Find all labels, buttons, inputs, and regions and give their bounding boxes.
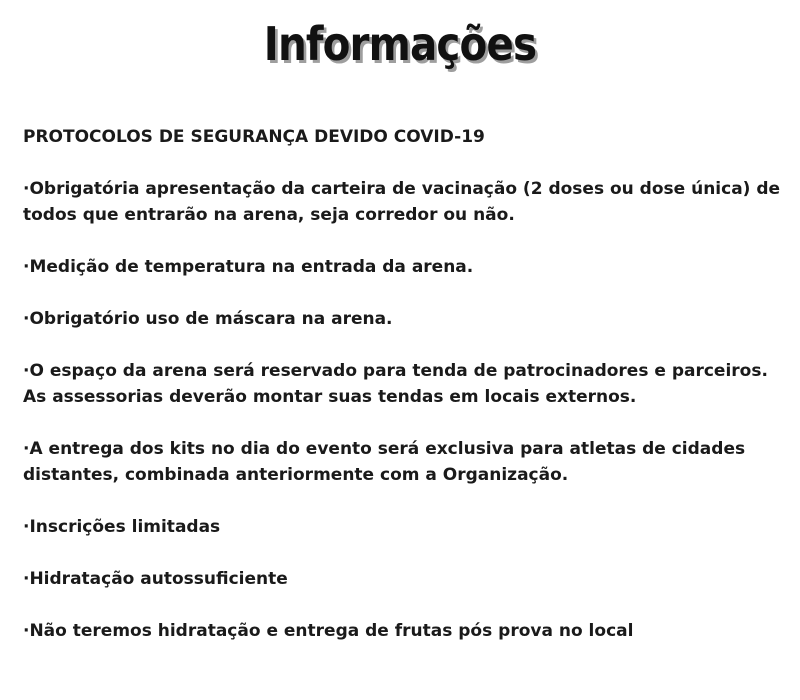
protocols-section <box>23 124 783 670</box>
page-title: Informações <box>263 17 537 71</box>
protocol-item-mask: ·Obrigatório uso de máscara na arena. <box>23 309 393 329</box>
section-title: PROTOCOLOS DE SEGURANÇA DEVIDO COVID-19 <box>23 127 485 147</box>
protocol-item-self-hydration: ·Hidratação autossuficiente <box>23 569 288 589</box>
protocol-item-arena-space: ·O espaço da arena será reservado para tenda de patrocinadores e parceiros. As assessorias deverão montar suas tendas em locais externos. <box>23 361 768 407</box>
protocol-item-limited-registration: ·Inscrições limitadas <box>23 517 221 537</box>
protocol-item-temperature: ·Medição de temperatura na entrada da arena. <box>23 257 474 277</box>
protocol-item-no-hydration-fruits: ·Não teremos hidratação e entrega de frutas pós prova no local <box>23 621 634 641</box>
protocol-item-kit-delivery: ·A entrega dos kits no dia do evento será exclusiva para atletas de cidades distantes, combinada anteriormente com a Organização. <box>23 439 746 485</box>
protocol-item-vaccination: ·Obrigatória apresentação da carteira de vacinação (2 doses ou dose única) de todos que entrarão na arena, seja corredor ou não. <box>23 179 781 225</box>
